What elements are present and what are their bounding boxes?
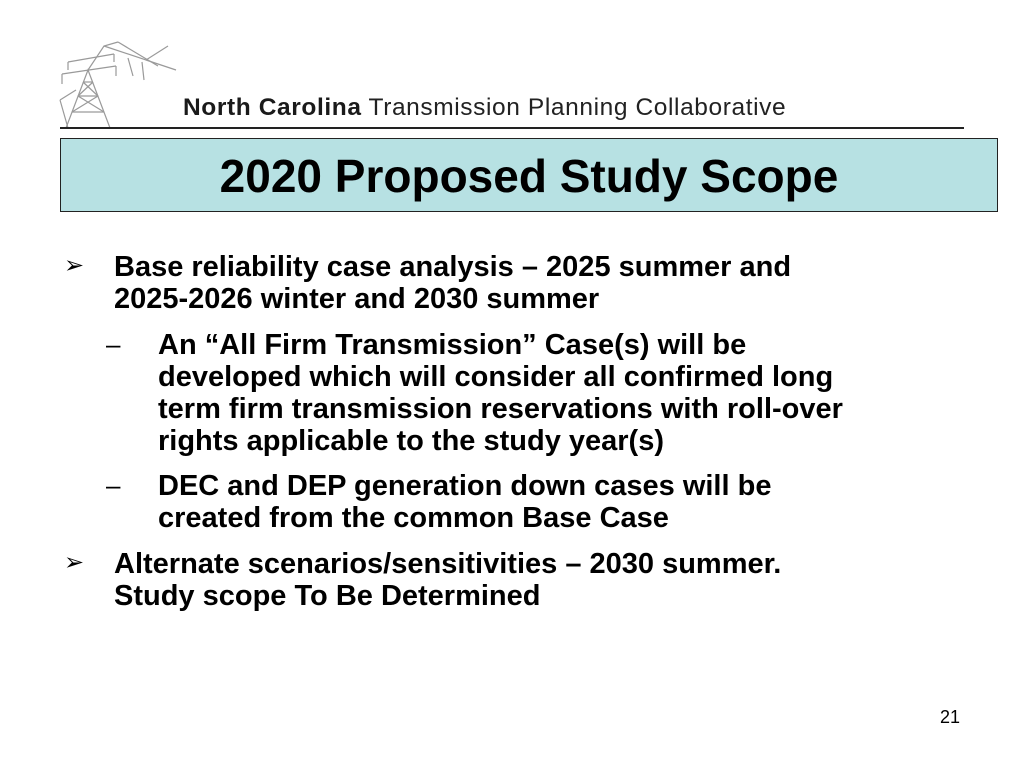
- dash-bullet-icon: –: [106, 329, 121, 359]
- organization-name: [183, 94, 786, 122]
- sub-bullet-line: created from the common Base Case: [158, 502, 669, 534]
- organization-name-bold: North Carolina: [183, 94, 362, 121]
- arrow-bullet-icon: ➢: [64, 549, 85, 576]
- sub-bullet-line: term firm transmission reservations with roll-over: [158, 393, 843, 425]
- bullet-line: Alternate scenarios/sensitivities – 2030 summer.: [114, 548, 782, 580]
- header-divider: [60, 127, 964, 129]
- sub-bullet-all-firm-transmission: [106, 329, 958, 457]
- sub-bullet-line: developed which will consider all confirmed long: [158, 361, 834, 393]
- transmission-tower-icon: [58, 40, 178, 130]
- sub-bullet-line: DEC and DEP generation down cases will be: [158, 470, 772, 502]
- page-number: 21: [940, 707, 961, 727]
- title-banner: [60, 138, 998, 212]
- bullet-item-base-reliability: [64, 251, 914, 315]
- sub-bullet-line: An “All Firm Transmission” Case(s) will be: [158, 329, 747, 361]
- organization-name-light: Transmission Planning Collaborative: [368, 94, 787, 121]
- sub-bullet-line: rights applicable to the study year(s): [158, 425, 664, 457]
- page-title: 2020 Proposed Study Scope: [219, 150, 839, 202]
- bullet-item-alternate-scenarios: [64, 548, 914, 612]
- arrow-bullet-icon: ➢: [64, 252, 85, 279]
- dash-bullet-icon: –: [106, 470, 121, 500]
- bullet-line: Study scope To Be Determined: [114, 580, 541, 612]
- bullet-line: Base reliability case analysis – 2025 summer and: [114, 251, 792, 283]
- sub-bullet-generation-down: [106, 470, 958, 534]
- bullet-line: 2025-2026 winter and 2030 summer: [114, 283, 600, 315]
